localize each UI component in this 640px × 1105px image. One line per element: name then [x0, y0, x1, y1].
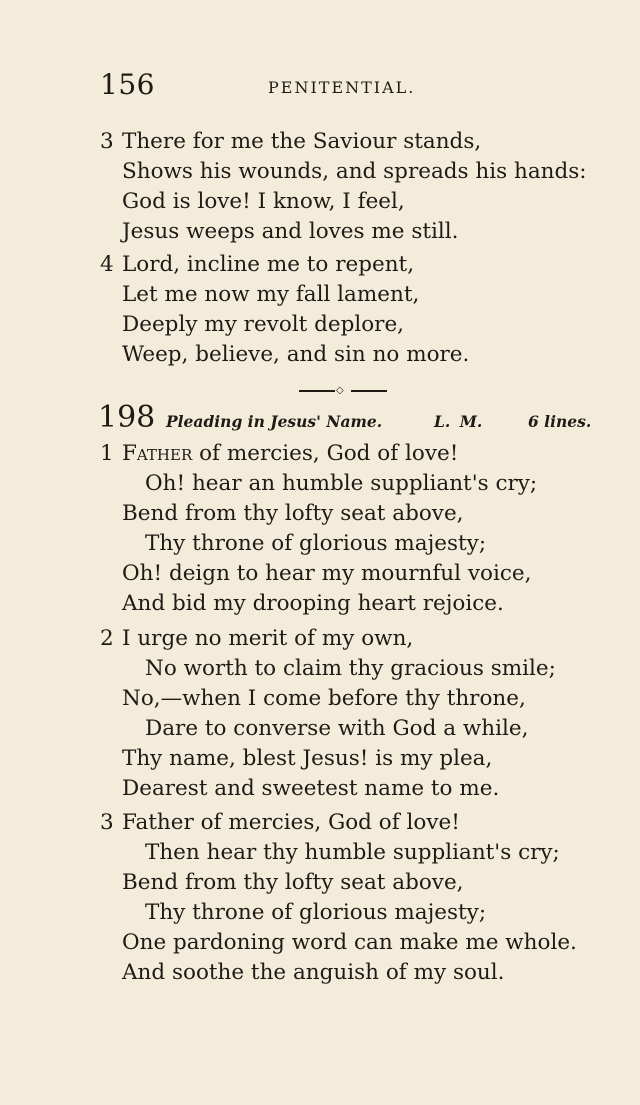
verse-text: Jesus weeps and loves me still. [122, 219, 459, 244]
page-number: 156 [100, 68, 155, 101]
verse-text: Thy name, blest Jesus! is my plea, [122, 746, 493, 771]
verse-text-rest: of mercies, God of love! [192, 441, 459, 466]
verse-text: I urge no merit of my own, [122, 626, 414, 651]
verse-text: There for me the Saviour stands, [122, 129, 482, 154]
verse-text: One pardoning word can make me whole. [122, 930, 577, 955]
hymn-meter: L. M. [434, 412, 483, 431]
stanza-number: 2 [100, 626, 114, 651]
verse-text: Bend from thy lofty seat above, [122, 501, 464, 526]
diamond-ornament-icon: ◇ [336, 385, 344, 396]
stanza-number: 4 [100, 252, 114, 277]
verse-text: Let me now my fall lament, [122, 282, 420, 307]
running-head: PENITENTIAL. [268, 78, 416, 97]
hymn-title: Pleading in Jesus' Name. [166, 412, 383, 431]
verse-text: No worth to claim thy gracious smile; [145, 656, 556, 681]
verse-text: Weep, believe, and sin no more. [122, 342, 470, 367]
verse-text: Shows his wounds, and spreads his hands: [122, 159, 587, 184]
first-word: Father [122, 441, 193, 466]
verse-text: Dearest and sweetest name to me. [122, 776, 500, 801]
section-divider [299, 386, 387, 396]
verse-text: Oh! deign to hear my mournful voice, [122, 561, 532, 586]
divider-rule-right [351, 390, 387, 392]
hymn-number: 198 [98, 400, 156, 435]
divider-rule-left [299, 390, 335, 392]
verse-text: Lord, incline me to repent, [122, 252, 415, 277]
verse-text: Then hear thy humble suppliant's cry; [145, 840, 560, 865]
verse-text: No,—when I come before thy throne, [122, 686, 526, 711]
verse-text: Dare to converse with God a while, [145, 716, 529, 741]
verse-text: Father of mercies, God of love! [122, 810, 460, 835]
verse-text: Oh! hear an humble suppliant's cry; [145, 471, 538, 496]
verse-text: God is love! I know, I feel, [122, 189, 405, 214]
page-header [100, 68, 430, 104]
verse-text: Deeply my revolt deplore, [122, 312, 405, 337]
verse-text: Thy throne of glorious majesty; [145, 531, 487, 556]
hymn-heading [98, 400, 598, 436]
verse-text [122, 439, 458, 469]
verse-text: And bid my drooping heart rejoice. [122, 591, 504, 616]
stanza-number: 3 [100, 810, 114, 835]
stanza-number: 3 [100, 129, 114, 154]
hymn-lines-note: 6 lines. [528, 412, 592, 431]
stanza-number: 1 [100, 441, 114, 466]
verse-text: Thy throne of glorious majesty; [145, 900, 487, 925]
verse-text: Bend from thy lofty seat above, [122, 870, 464, 895]
verse-text: And soothe the anguish of my soul. [122, 960, 505, 985]
